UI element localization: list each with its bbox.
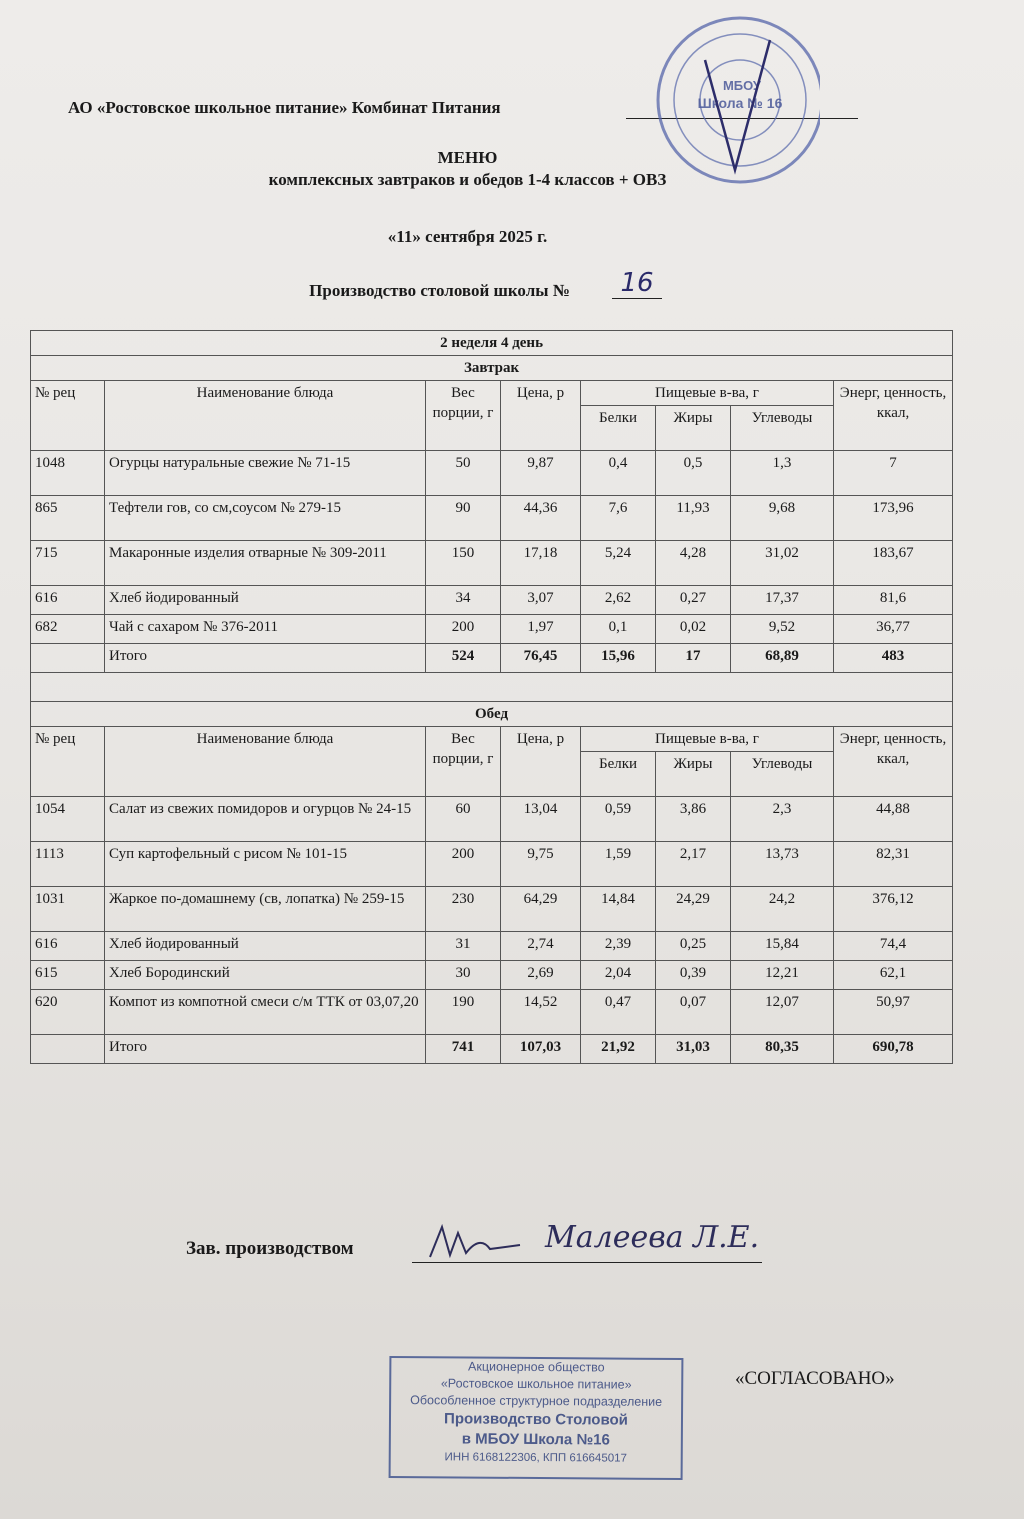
table-cell: Суп картофельный с рисом № 101-15 [105, 842, 426, 887]
table-cell: 5,24 [581, 541, 656, 586]
column-header-protein: Белки [581, 406, 656, 451]
document-title: МЕНЮ [437, 148, 498, 167]
table-row [31, 615, 953, 644]
table-row [31, 887, 953, 932]
column-header-price: Цена, р [501, 381, 581, 451]
table-cell: 0,27 [656, 586, 731, 615]
table-cell: 0,07 [656, 990, 731, 1035]
table-cell: Жаркое по-домашнему (св, лопатка) № 259-15 [105, 887, 426, 932]
table-row [31, 797, 953, 842]
table-cell: 44,36 [501, 496, 581, 541]
table-cell [31, 1035, 105, 1064]
column-header-carbs: Углеводы [731, 406, 834, 451]
table-cell: Тефтели гов, со см,соусом № 279-15 [105, 496, 426, 541]
rectangular-stamp [389, 1356, 684, 1480]
table-cell: 24,2 [731, 887, 834, 932]
total-cell: 690,78 [834, 1035, 953, 1064]
table-cell: 44,88 [834, 797, 953, 842]
table-cell: 2,62 [581, 586, 656, 615]
table-row [31, 586, 953, 615]
table-cell: Хлеб йодированный [105, 932, 426, 961]
table-cell: 376,12 [834, 887, 953, 932]
total-cell: 17 [656, 644, 731, 673]
table-cell: 24,29 [656, 887, 731, 932]
table-cell: 7 [834, 451, 953, 496]
table-cell: 230 [426, 887, 501, 932]
table-cell: 3,07 [501, 586, 581, 615]
column-header-name: Наименование блюда [105, 727, 426, 797]
table-cell: Чай с сахаром № 376-2011 [105, 615, 426, 644]
table-cell: Огурцы натуральные свежие № 71-15 [105, 451, 426, 496]
table-cell: 190 [426, 990, 501, 1035]
table-cell: 82,31 [834, 842, 953, 887]
signature-name: Малеева Л.Е. [545, 1220, 760, 1255]
table-cell: 90 [426, 496, 501, 541]
table-cell: 34 [426, 586, 501, 615]
table-cell: 200 [426, 842, 501, 887]
total-cell: 76,45 [501, 644, 581, 673]
column-header-price: Цена, р [501, 727, 581, 797]
week-day-header: 2 неделя 4 день [31, 331, 953, 356]
school-number-handwritten: 16 [612, 268, 662, 299]
column-header-weight: Вес порции, г [426, 727, 501, 797]
total-cell: 31,03 [656, 1035, 731, 1064]
total-cell: 15,96 [581, 644, 656, 673]
agreed-label: «СОГЛАСОВАНО» [735, 1368, 895, 1389]
table-cell: 0,47 [581, 990, 656, 1035]
total-cell: 483 [834, 644, 953, 673]
table-cell: 14,84 [581, 887, 656, 932]
table-cell: 15,84 [731, 932, 834, 961]
spacer-row [31, 673, 953, 702]
column-header-energy: Энерг, ценность, ккал, [834, 381, 953, 451]
table-cell: 200 [426, 615, 501, 644]
table-cell: Компот из компотной смеси с/м ТТК от 03,07,20 [105, 990, 426, 1035]
table-cell: 183,67 [834, 541, 953, 586]
table-cell: Макаронные изделия отварные № 309-2011 [105, 541, 426, 586]
column-header-fat: Жиры [656, 752, 731, 797]
table-cell: 9,52 [731, 615, 834, 644]
column-header-nutrients: Пищевые в-ва, г [581, 381, 834, 406]
table-cell: 17,18 [501, 541, 581, 586]
table-cell: 1031 [31, 887, 105, 932]
stamp-line: в МБОУ Школа №16 [461, 1430, 610, 1449]
table-cell: 1048 [31, 451, 105, 496]
column-header-protein: Белки [581, 752, 656, 797]
column-header-rec: № рец [31, 381, 105, 451]
production-text: Производство столовой школы № [309, 281, 570, 300]
table-cell: 150 [426, 541, 501, 586]
table-cell: 0,4 [581, 451, 656, 496]
table-cell: 2,74 [501, 932, 581, 961]
table-cell: 865 [31, 496, 105, 541]
svg-text:Школа № 16: Школа № 16 [697, 95, 783, 111]
round-stamp [650, 0, 820, 200]
table-cell: 74,4 [834, 932, 953, 961]
table-cell: 715 [31, 541, 105, 586]
table-cell: Хлеб Бородинский [105, 961, 426, 990]
table-cell: 60 [426, 797, 501, 842]
table-row [31, 451, 953, 496]
organization-name: АО «Ростовское школьное питание» Комбинат Питания [68, 98, 501, 117]
menu-date: «11» сентября 2025 г. [387, 227, 548, 246]
stamp-line: Обособленное структурное подразделение [410, 1393, 663, 1409]
total-row [31, 644, 953, 673]
breakfast-section-title: Завтрак [31, 356, 953, 381]
table-cell: 0,39 [656, 961, 731, 990]
table-cell [31, 644, 105, 673]
total-cell: Итого [105, 1035, 426, 1064]
column-header-nutrients: Пищевые в-ва, г [581, 727, 834, 752]
table-cell: 36,77 [834, 615, 953, 644]
table-cell: 0,5 [656, 451, 731, 496]
table-row [31, 932, 953, 961]
table-cell: Салат из свежих помидоров и огурцов № 24-15 [105, 797, 426, 842]
table-cell: 64,29 [501, 887, 581, 932]
table-row [31, 990, 953, 1035]
table-cell: 1113 [31, 842, 105, 887]
stamp-line: «Ростовское школьное питание» [440, 1376, 632, 1392]
table-cell: 682 [31, 615, 105, 644]
handwritten-signature-mark [420, 1215, 540, 1275]
table-cell: 17,37 [731, 586, 834, 615]
column-header-weight: Вес порции, г [426, 381, 501, 451]
table-cell: 14,52 [501, 990, 581, 1035]
total-cell: 524 [426, 644, 501, 673]
table-cell: 7,6 [581, 496, 656, 541]
stamp-line: Акционерное общество [467, 1359, 605, 1375]
table-row [31, 842, 953, 887]
column-header-carbs: Углеводы [731, 752, 834, 797]
table-cell: 11,93 [656, 496, 731, 541]
table-cell: 31,02 [731, 541, 834, 586]
column-header-name: Наименование блюда [105, 381, 426, 451]
total-cell: 68,89 [731, 644, 834, 673]
table-cell: 62,1 [834, 961, 953, 990]
table-cell: 1,97 [501, 615, 581, 644]
table-row [31, 961, 953, 990]
table-cell: 12,07 [731, 990, 834, 1035]
table-cell: 50,97 [834, 990, 953, 1035]
table-cell: 30 [426, 961, 501, 990]
svg-text:МБОУ: МБОУ [722, 78, 762, 93]
table-cell: 9,68 [731, 496, 834, 541]
document-subtitle: комплексных завтраков и обедов 1-4 классов + ОВЗ [268, 170, 667, 189]
table-cell: 4,28 [656, 541, 731, 586]
table-cell: 620 [31, 990, 105, 1035]
table-cell: 616 [31, 932, 105, 961]
stamp-line: Производство Столовой [444, 1410, 628, 1429]
table-cell: 2,17 [656, 842, 731, 887]
total-cell: 741 [426, 1035, 501, 1064]
table-cell: 1054 [31, 797, 105, 842]
table-row [31, 541, 953, 586]
table-cell: 0,02 [656, 615, 731, 644]
total-row [31, 1035, 953, 1064]
table-row [31, 496, 953, 541]
table-cell: 1,3 [731, 451, 834, 496]
table-cell: 12,21 [731, 961, 834, 990]
menu-table [30, 330, 953, 1064]
table-cell: 0,1 [581, 615, 656, 644]
table-cell: 0,25 [656, 932, 731, 961]
table-cell: 81,6 [834, 586, 953, 615]
total-cell: Итого [105, 644, 426, 673]
column-header-energy: Энерг, ценность, ккал, [834, 727, 953, 797]
lunch-section-title: Обед [31, 702, 953, 727]
total-cell: 80,35 [731, 1035, 834, 1064]
signature-label: Зав. производством [186, 1238, 354, 1259]
table-cell: 3,86 [656, 797, 731, 842]
table-cell: Хлеб йодированный [105, 586, 426, 615]
column-header-rec: № рец [31, 727, 105, 797]
table-cell: 1,59 [581, 842, 656, 887]
table-cell: 2,04 [581, 961, 656, 990]
table-cell: 615 [31, 961, 105, 990]
table-cell: 2,69 [501, 961, 581, 990]
production-label [0, 281, 935, 301]
table-cell: 0,59 [581, 797, 656, 842]
table-cell: 2,3 [731, 797, 834, 842]
stamp-line: ИНН 6168122306, КПП 616645017 [444, 1451, 627, 1465]
table-cell: 13,73 [731, 842, 834, 887]
column-header-fat: Жиры [656, 406, 731, 451]
table-cell: 13,04 [501, 797, 581, 842]
total-cell: 107,03 [501, 1035, 581, 1064]
table-cell: 2,39 [581, 932, 656, 961]
table-cell: 173,96 [834, 496, 953, 541]
table-cell: 616 [31, 586, 105, 615]
table-cell: 31 [426, 932, 501, 961]
table-cell: 9,75 [501, 842, 581, 887]
table-cell: 9,87 [501, 451, 581, 496]
total-cell: 21,92 [581, 1035, 656, 1064]
table-cell: 50 [426, 451, 501, 496]
